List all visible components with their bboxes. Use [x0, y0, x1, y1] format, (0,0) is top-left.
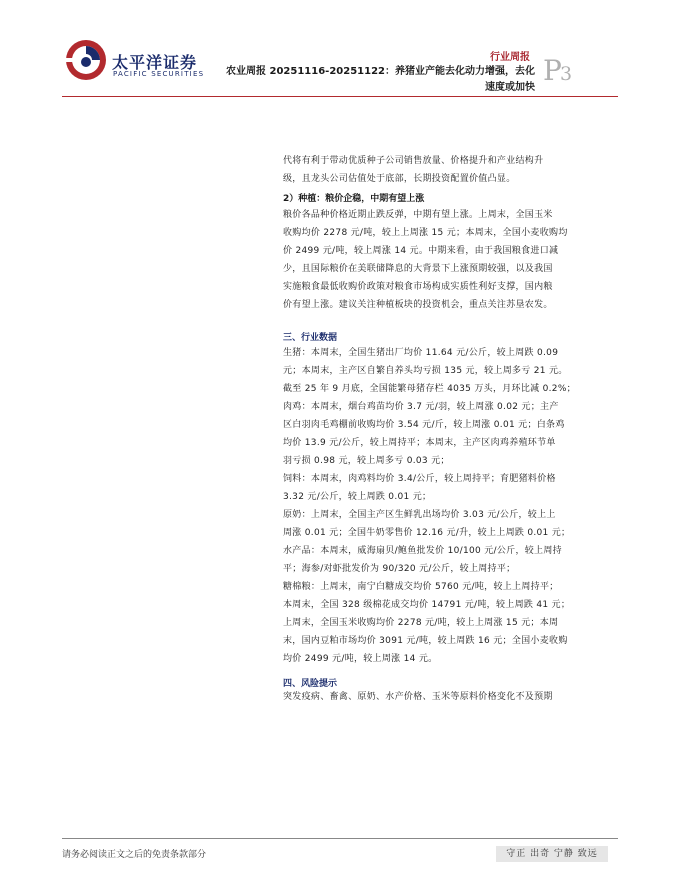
report-title-line-1: 农业周报 20251116-20251122：养猪业产能去化动力增强，去化: [226, 66, 535, 77]
risk-paragraph: [283, 688, 621, 706]
risk-heading: 四、风险提示: [283, 679, 338, 689]
report-title: [200, 64, 535, 96]
text-line: 突发疫病、畜禽、原奶、水产价格、玉米等原料价格变化不及预期: [283, 692, 553, 702]
text-line: 水产品：本周末，威海扇贝/鲍鱼批发价 10/100 元/公斤，较上周持: [283, 546, 562, 556]
text-line: 少，且国际粮价在美联储降息的大背景下上涨预期较强，以及我国: [283, 264, 553, 274]
text-line: 周涨 0.01 元；全国牛奶零售价 12.16 元/升，较上上周跌 0.01 元；: [283, 528, 571, 538]
text-line: 粮价各品种价格近期止跌反弹，中期有望上涨。上周末，全国玉米: [283, 210, 553, 220]
text-line: 末，国内豆粕市场均价 3091 元/吨，较上周跌 16 元；全国小麦收购: [283, 636, 568, 646]
report-type-label: 行业周报: [490, 52, 530, 63]
text-line: 价 2499 元/吨，较上周涨 14 元。中期来看，由于我国粮食进口减: [283, 246, 559, 256]
industry-data-paragraph: [283, 344, 621, 668]
page-number: 3: [560, 63, 573, 85]
text-line: 饲料：本周末，肉鸡料均价 3.4/公斤，较上周持平；育肥猪料价格: [283, 474, 556, 484]
page-letter: P: [543, 54, 562, 87]
text-line: 均价 2499 元/吨，较上周涨 14 元。: [283, 654, 438, 664]
text-line: 平；海参/对虾批发价为 90/320 元/公斤，较上周持平；: [283, 564, 516, 574]
text-line: 截至 25 年 9 月底，全国能繁母猪存栏 4035 万头，月环比减 0.2%；: [283, 384, 576, 394]
text-line: 代将有利于带动优质种子公司销售放量、价格提升和产业结构升: [283, 156, 544, 166]
planting-heading: 2）种植：粮价企稳，中期有望上涨: [283, 194, 425, 204]
header-divider: [62, 96, 618, 97]
text-line: 实施粮食最低收购价政策对粮食市场构成实质性利好支撑，国内粮: [283, 282, 553, 292]
text-line: 生猪：本周末，全国生猪出厂均价 11.64 元/公斤，较上周跌 0.09: [283, 348, 559, 358]
text-line: 糖棉粮：上周末，南宁白糖成交均价 5760 元/吨，较上上周持平；: [283, 582, 559, 592]
text-line: 价有望上涨。建议关注种植板块的投资机会，重点关注苏垦农发。: [283, 300, 553, 310]
text-line: 本周末，全国 328 级棉花成交均价 14791 元/吨，较上周跌 41 元；: [283, 600, 571, 610]
footer-divider: [62, 838, 618, 839]
text-line: 上周末，全国玉米收购均价 2278 元/吨，较上上周涨 15 元；本周: [283, 618, 559, 628]
planting-paragraph: [283, 206, 621, 314]
intro-paragraph: [283, 152, 621, 188]
disclaimer-note: 请务必阅读正文之后的免责条款部分: [62, 850, 207, 860]
text-line: 均价 13.9 元/公斤，较上周持平；本周末，主产区肉鸡养殖环节单: [283, 438, 556, 448]
company-logo-text: 太平洋证券: [112, 53, 198, 72]
text-line: 收购均价 2278 元/吨，较上上周涨 15 元；本周末，全国小麦收购均: [283, 228, 568, 238]
company-logo-english: PACIFIC SECURITIES: [113, 70, 205, 78]
pacific-securities-logo-icon: [64, 38, 108, 82]
text-line: 3.32 元/公斤，较上周跌 0.01 元；: [283, 492, 432, 502]
text-line: 肉鸡：本周末，烟台鸡苗均价 3.7 元/羽，较上周涨 0.02 元；主产: [283, 402, 559, 412]
text-line: 羽亏损 0.98 元，较上周多亏 0.03 元；: [283, 456, 450, 466]
company-slogan: 守正 出奇 宁静 致远: [496, 846, 608, 862]
industry-data-heading: 三、行业数据: [283, 333, 338, 343]
report-title-line-2: 速度或加快: [485, 82, 535, 93]
text-line: 级，且龙头公司估值处于底部，长期投资配置价值凸显。: [283, 174, 516, 184]
text-line: 元；本周末，主产区自繁自养头均亏损 135 元，较上周多亏 21 元。: [283, 366, 568, 376]
text-line: 原奶：上周末，全国主产区生鲜乳出场均价 3.03 元/公斤，较上上: [283, 510, 556, 520]
text-line: 区白羽肉毛鸡棚前收购均价 3.54 元/斤，较上周涨 0.01 元；白条鸡: [283, 420, 565, 430]
